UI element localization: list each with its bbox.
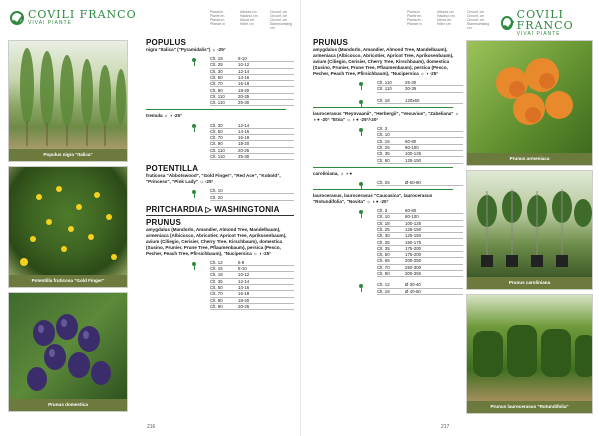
logo-brand: COVILI FRANCO	[516, 8, 574, 32]
table-row: Clt. 70 16-18	[210, 135, 294, 141]
section-desc: fruticosa "Abbotswood", "Gold Finger", "Red Ace", "Kobold", "Princess", "Pink Lady" ☼ -25°	[146, 173, 281, 185]
table-row: Clt. 90 18-20	[210, 141, 294, 147]
table-row: Clt. 10 80-100	[377, 214, 463, 220]
right-page	[300, 0, 600, 436]
divider	[313, 167, 453, 168]
section-desc: laurocerasus, laurocerasus "Caucasica", laurocerasus "Rotundifolia", "Novita" ☼ ◑ ● -20°	[313, 192, 433, 204]
table-row: Clt. 70 250-300	[377, 265, 463, 271]
table-row: Clt. 30 12-14	[210, 122, 294, 128]
table-row: Clt. 90 20-25	[210, 304, 294, 310]
photo-prunus-armeniaca	[466, 40, 593, 166]
table-row: Clt. 110 30-35	[377, 86, 463, 92]
section-title: POTENTILLA	[146, 164, 199, 174]
table-row: Clt. 10	[377, 132, 463, 138]
logo-icon	[501, 16, 513, 30]
table-row: Clt. 18 Ø 40-50	[377, 289, 463, 295]
table-row: Clt. 90 18-20	[210, 298, 294, 304]
table-row: Clt. 65 200-250	[377, 258, 463, 264]
header-col: Altezza cm Hauteur cm Altura cm Höhe cm	[240, 10, 258, 26]
logo	[10, 9, 137, 26]
photo-prunus-laurocerasus	[466, 294, 593, 414]
size-table	[146, 188, 294, 201]
table-row: Clt. 35 100-125	[377, 151, 463, 157]
section-desc: caroliniana, ☼ ◑ ●	[313, 170, 353, 176]
table-row: Clt. 12 6-8	[210, 260, 294, 266]
table-row: Clt. 30 12-14	[210, 69, 294, 75]
header-col: Pianta in Plante en Planta en Pflanze in	[210, 10, 225, 26]
table-row: Clt. 35 150-175	[377, 239, 463, 245]
table-row: Clt. 110 25-30	[210, 100, 294, 106]
logo-sub: VIVAI PIANTE	[516, 31, 561, 37]
table-row: Clt. 3 60-80	[377, 208, 463, 214]
table-row: Clt. 25 Ø 60-80	[377, 180, 463, 186]
header-col: Altezza cm Hauteur cm Altura cm Höhe cm	[437, 10, 455, 26]
logo	[501, 9, 600, 37]
table-row: Clt. 50 125-150	[377, 157, 463, 163]
size-table	[313, 180, 463, 186]
section-desc: laurocerasus "Reynvaanii", "Herbergii", "Vesuvius", "Zabeliana" ☼ ◑ ● -20° "Etna" ☼ ◑ ● -25°/-20°	[313, 110, 459, 122]
section-desc: amygdalus (Mandorlo, Amandier, Almond Tree, Mandelbaum), armeniaca (Albicocco, Abricotier, Apricot Tree, Aprikosenbaum), avium (Ciliegio, Cerisier, Cherry Tree, Kirschbaum), domestica (Susino, Prunier, Prune Tree, Pflaumenbaum), persica (Pesco, Pecher, Peach Tree, Pfirsichbaum), "Nucipersica ☼ ◑ -25°	[146, 226, 287, 256]
left-text-column	[146, 38, 294, 310]
table-row: Clt. 15 60-80	[377, 138, 463, 144]
divider	[313, 107, 453, 108]
table-row: Clt. 110 25-30	[210, 154, 294, 160]
size-table	[146, 260, 294, 310]
table-row: Clt. 50 14-16	[210, 129, 294, 135]
table-row: Clt. 35 12-14	[210, 279, 294, 285]
table-row: Clt. 25 80-100	[377, 145, 463, 151]
header-col: Pianta in Plante en Planta en Pflanze in	[407, 10, 422, 26]
size-table	[313, 80, 463, 93]
table-row: Clt. 18 100-125	[377, 221, 463, 227]
table-row: Clt. 90 300-350	[377, 271, 463, 277]
section-desc: nigra "Italica" ("Pyramidalis") ☼ -25°	[146, 47, 226, 52]
table-row: Clt. 110 20-25	[210, 94, 294, 100]
table-row: Clt. 12 Ø 30-40	[377, 282, 463, 288]
table-row: Clt. 18 10-12	[210, 272, 294, 278]
section-title: PRITCHARDIA ▷ WASHINGTONIA	[146, 205, 294, 216]
section-title: PRUNUS	[146, 217, 181, 227]
page-number: 216	[147, 424, 156, 430]
divider	[146, 109, 286, 110]
table-row: Clt. 110 20-25	[210, 148, 294, 154]
photo-potentilla	[8, 166, 128, 288]
size-table	[313, 98, 463, 104]
photo-caption: Prunus laurocerasus "Rotundifolia"	[467, 401, 592, 413]
table-row: Clt. 50 14-16	[210, 75, 294, 81]
size-table	[146, 122, 294, 160]
table-row: Clt. 25 10-12	[210, 62, 294, 68]
photo-caption: Prunus domestica	[9, 399, 127, 411]
photo-populus	[8, 40, 128, 162]
logo-icon	[10, 11, 24, 25]
table-row: Clt. 18 8-10	[210, 56, 294, 62]
logo-sub: VIVAI PIANTE	[28, 20, 72, 26]
table-row: Clt. 3	[377, 126, 463, 132]
table-row: Clt. 10	[210, 188, 294, 194]
header-columns	[210, 10, 292, 30]
table-row: Clt. 70 16-18	[210, 81, 294, 87]
table-row: Clt. 90 18-20	[210, 87, 294, 93]
photo-caption: Prunus armeniaca	[467, 153, 592, 165]
photo-caption: Populus nigra "Italica"	[9, 149, 127, 161]
section-desc: amygdalus (Mandorlo, Amandier, Almond Tree, Mandelbaum), armeniaca (Albicocco, Abricotier, Apricot Tree, Aprikosenbaum), avium (Ciliegio, Cerisier, Cherry Tree, Kirschbaum), domestica (Susino, Prunier, Prune Tree, Pflaumenbaum), persica (Pesco, Pecher, Peach Tree, Pfirsichbaum), "Nucipersica ☼ ◑ -25°	[313, 47, 454, 76]
table-row: Clt. 15 8-10	[210, 266, 294, 272]
size-table	[313, 208, 463, 277]
table-row: Clt. 70 16-18	[210, 291, 294, 297]
size-table	[313, 282, 463, 295]
photo-caption: Potentilla fruticosa "Gold Finger"	[9, 275, 127, 287]
table-row: Clt. 18 120x60	[377, 98, 463, 104]
table-row: Clt. 25 125-150	[377, 227, 463, 233]
divider	[313, 189, 453, 190]
size-table	[313, 126, 463, 164]
right-text-column	[313, 38, 463, 295]
photo-caption: Prunus caroliniana	[467, 277, 592, 289]
page-number: 217	[441, 424, 450, 430]
table-row: Clt. 50 14-16	[210, 285, 294, 291]
photo-prunus-caroliniana	[466, 170, 593, 290]
header-col: Circonf. cm Circonf. cm Circunf. cm Stammumfang cm	[270, 10, 293, 30]
table-row: Clt. 110 25-30	[377, 80, 463, 86]
table-row: Clt. 35 175-200	[377, 246, 463, 252]
section-title: POPULUS	[146, 38, 187, 47]
section-desc: tremula ☼ ◑ -25°	[146, 113, 182, 119]
header-columns	[407, 10, 489, 30]
table-row: Clt. 30 125-150	[377, 233, 463, 239]
size-table	[146, 56, 294, 106]
table-row: Clt. 20	[210, 194, 294, 200]
section-title: PRUNUS	[313, 38, 348, 47]
photo-prunus-domestica	[8, 292, 128, 412]
logo-brand: COVILI FRANCO	[28, 8, 137, 21]
table-row: Clt. 50 175-200	[377, 252, 463, 258]
header-col: Circonf. cm Circonf. cm Circunf. cm Stammumfang cm	[467, 10, 490, 30]
